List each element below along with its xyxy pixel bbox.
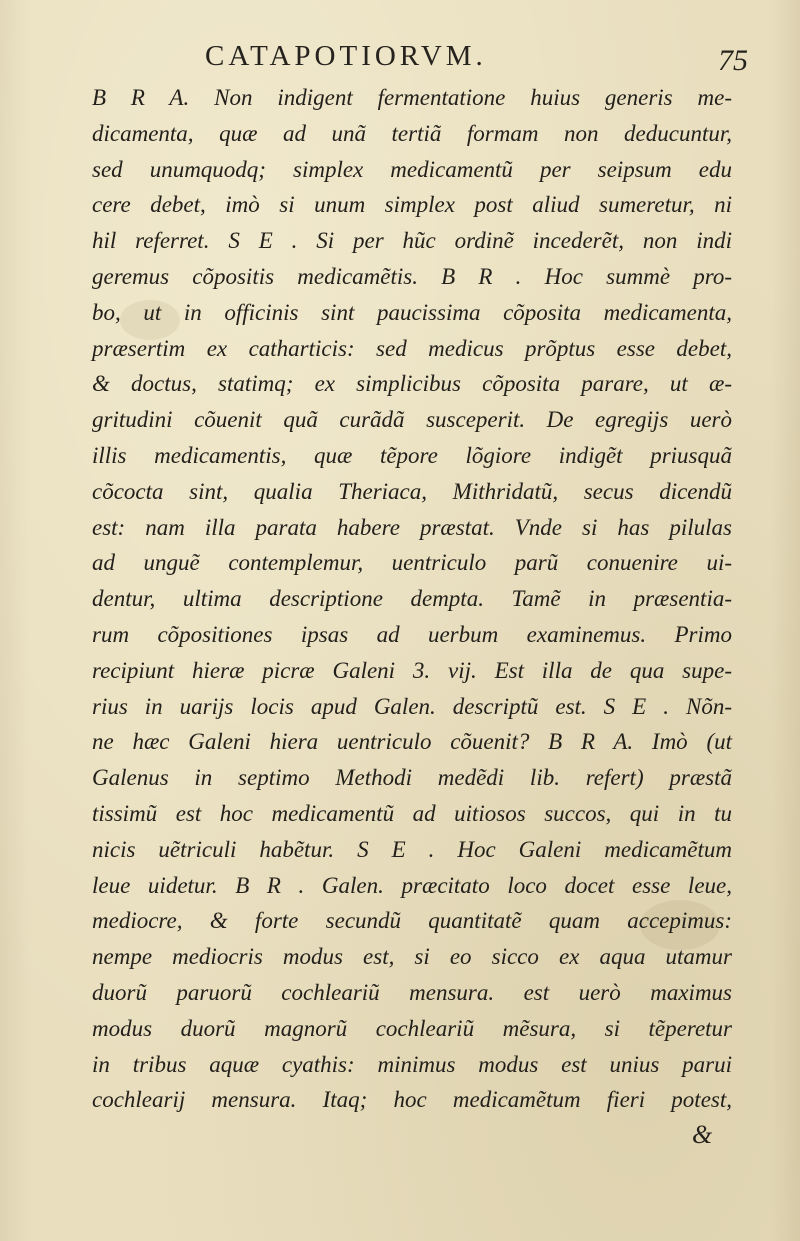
text-line: dicamenta, quæ ad unã tertiã formam non deducuntur, [92,120,732,146]
text-line: illis medicamentis, quæ tẽpore lõgiore indigẽt priusquã [92,442,732,468]
text-line: gritudini cõuenit quã curãdã susceperit. De egregijs uerò [92,407,732,433]
text-line: in tribus aquæ cyathis: minimus modus est unius parui [92,1051,732,1077]
text-line: cõcocta sint, qualia Theriaca, Mithridatũ, secus dicendũ [92,478,732,504]
text-line: bo, ut in officinis sint paucissima cõposita medicamenta, [92,299,732,325]
text-line: cochlearij mensura. Itaq; hoc medicamẽtum fieri potest, [92,1087,732,1113]
text-line: Galenus in septimo Methodi medẽdi lib. refert) præstã [92,765,732,791]
text-line: cere debet, imò si unum simplex post aliud sumeretur, ni [92,192,732,218]
text-line: præsertim ex catharticis: sed medicus prõptus esse debet, [92,335,732,361]
text-line: dentur, ultima descriptione dempta. Tamẽ in præsentia- [92,586,732,612]
text-line: ne hæc Galeni hiera uentriculo cõuenit? B R A. Imò (ut [92,729,732,755]
text-line: hil referret. S E . Si per hũc ordinẽ incederẽt, non indi [92,228,732,254]
text-line: tissimũ est hoc medicamentũ ad uitiosos succos, qui in tu [92,800,732,826]
body-text [92,80,732,1118]
text-line: rius in uarijs locis apud Galen. descriptũ est. S E . Nõn- [92,693,732,719]
text-line: recipiunt hieræ picræ Galeni 3. vij. Est illa de qua supe- [92,657,732,683]
text-line: rum cõpositiones ipsas ad uerbum examinemus. Primo [92,621,732,647]
text-line: duorũ paruorũ cochleariũ mensura. est uerò maximus [92,979,732,1005]
running-head [0,30,800,80]
text-line: modus duorũ magnorũ cochleariũ mẽsura, si tẽperetur [92,1015,732,1041]
text-line: ad unguẽ contemplemur, uentriculo parũ conuenire ui- [92,550,732,576]
text-line: sed unumquodq; simplex medicamentũ per seipsum edu [92,156,732,182]
text-line: B R A. Non indigent fermentatione huius generis me- [92,85,732,110]
running-title: CATAPOTIORVM. [205,40,487,72]
text-line: leue uidetur. B R . Galen. præcitato loco docet esse leue, [92,872,732,898]
text-line: & doctus, statimq; ex simplicibus cõposita parare, ut æ- [92,371,732,397]
text-line: mediocre, & forte secundũ quantitatẽ quam accepimus: [92,908,732,934]
text-line: nempe mediocris modus est, si eo sicco ex aqua utamur [92,944,732,970]
text-line: est: nam illa parata habere præstat. Vnde si has pilulas [92,514,732,540]
text-line: nicis uẽtriculi habẽtur. S E . Hoc Galeni medicamẽtum [92,836,732,862]
page-number: 75 [718,44,748,77]
text-line: geremus cõpositis medicamẽtis. B R . Hoc summè pro- [92,263,732,289]
catchword: & [692,1120,713,1149]
